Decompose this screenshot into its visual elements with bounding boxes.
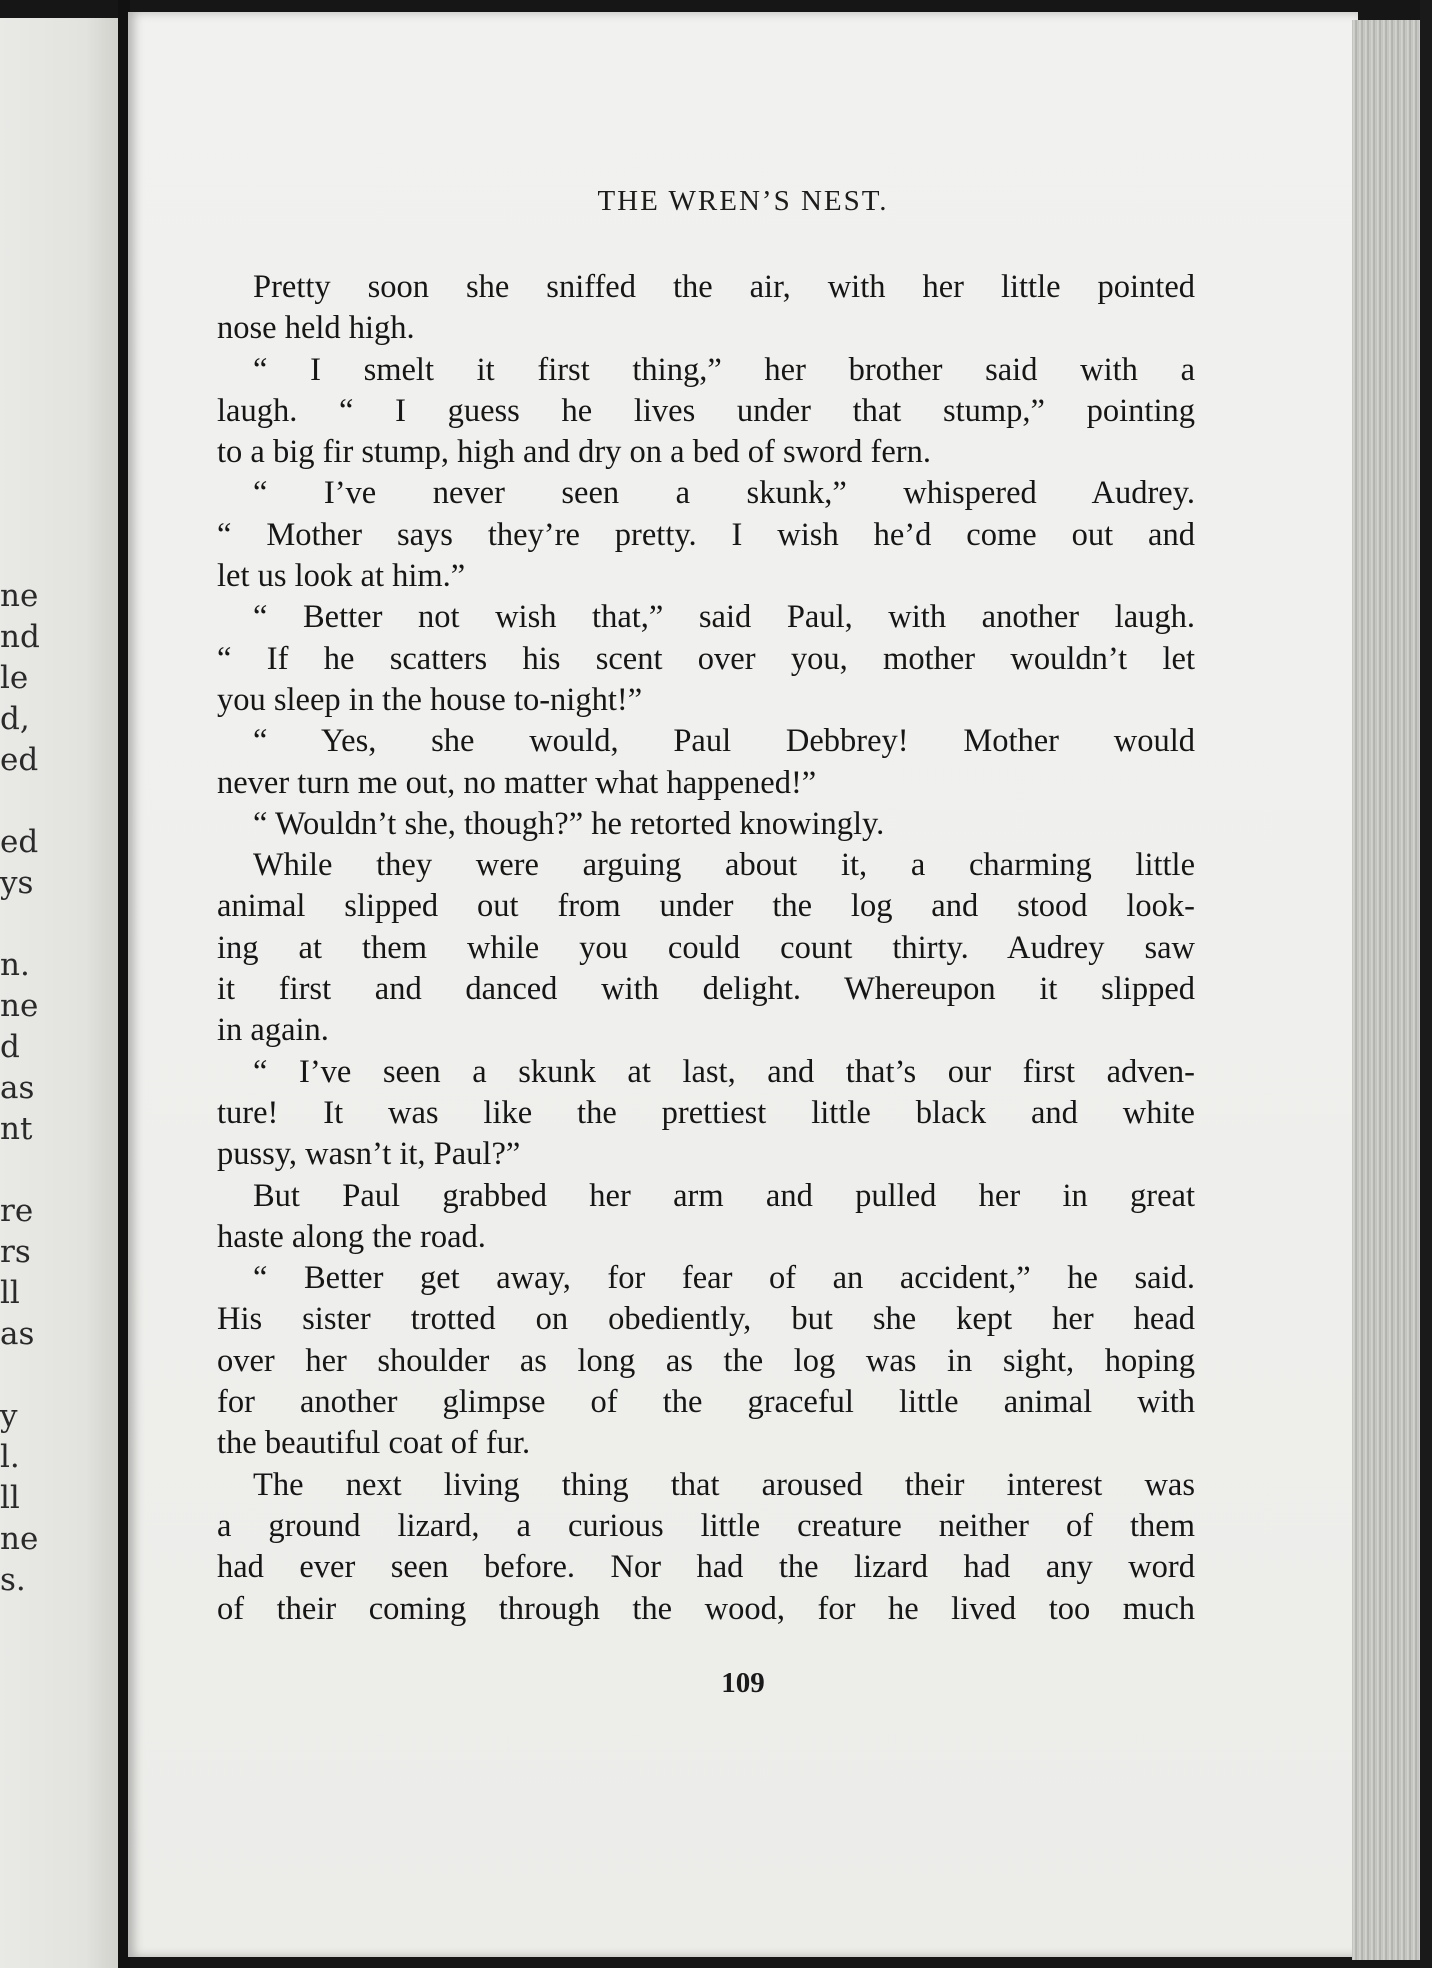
text-line: let us look at him.” <box>217 558 466 595</box>
facing-page-fragment: ll <box>0 1480 20 1516</box>
facing-page-fragment: re <box>0 1193 34 1229</box>
facing-page-text-fragments <box>0 576 60 1601</box>
running-head: THE WREN’S NEST. <box>597 185 889 217</box>
facing-page-fragment <box>0 781 60 822</box>
facing-page-fragment: s. <box>0 1562 26 1598</box>
text-line: you sleep in the house to-night!” <box>217 681 643 718</box>
text-line: the beautiful coat of fur. <box>217 1425 531 1462</box>
facing-page-fragment <box>0 1150 60 1191</box>
text-line: pussy, wasn’t it, Paul?” <box>217 1136 521 1173</box>
facing-page-fragment: as <box>0 1070 35 1106</box>
text-line: “ Yes, she would, Paul Debbrey! Mother would <box>253 723 1195 760</box>
text-line: ture! It was like the prettiest little black and white <box>217 1094 1195 1131</box>
text-line: “ Wouldn’t she, though?” he retorted knowingly. <box>253 805 885 842</box>
text-line: nose held high. <box>217 310 415 347</box>
facing-page-fragment: d <box>0 1029 20 1065</box>
facing-page-fragment: nd <box>0 619 40 655</box>
text-line: to a big fir stump, high and dry on a bed of sword fern. <box>217 434 931 471</box>
facing-page-fragment <box>0 1355 60 1396</box>
facing-page-fragment: as <box>0 1316 35 1352</box>
text-line: never turn me out, no matter what happened!” <box>217 764 817 801</box>
text-line: haste along the road. <box>217 1218 486 1255</box>
text-line: a ground lizard, a curious little creature neither of them <box>217 1507 1195 1544</box>
facing-page-fragment: n. <box>0 947 30 983</box>
facing-page-fragment: ne <box>0 578 39 614</box>
facing-page-fragment: y <box>0 1398 18 1434</box>
facing-page-fragment: ne <box>0 988 39 1024</box>
text-line: laugh. “ I guess he lives under that stump,” pointing <box>217 392 1195 429</box>
text-line: over her shoulder as long as the log was in sight, hoping <box>217 1342 1195 1379</box>
page-right <box>128 12 1358 1957</box>
text-line: “ Better not wish that,” said Paul, with another laugh. <box>253 599 1195 636</box>
text-line: His sister trotted on obediently, but she kept her head <box>217 1301 1195 1338</box>
facing-page-fragment: ys <box>0 865 34 901</box>
text-line: “ I smelt it first thing,” her brother said with a <box>253 351 1195 388</box>
facing-page-left <box>0 18 122 1968</box>
text-line: had ever seen before. Nor had the lizard had any word <box>217 1549 1195 1586</box>
body-text <box>217 267 1195 1630</box>
text-line: animal slipped out from under the log and stood look- <box>217 888 1195 925</box>
text-line: “ I’ve seen a skunk at last, and that’s our first adven- <box>253 1053 1195 1090</box>
page-edges-shadow <box>1420 0 1432 1968</box>
facing-page-fragment: ed <box>0 742 39 778</box>
text-line: “ Better get away, for fear of an accident,” he said. <box>253 1260 1195 1297</box>
text-line: Pretty soon she sniffed the air, with her little pointed <box>253 269 1195 305</box>
facing-page-fragment: nt <box>0 1111 33 1147</box>
text-line: for another glimpse of the graceful little animal with <box>217 1384 1195 1421</box>
text-line: of their coming through the wood, for he lived too much <box>217 1590 1195 1627</box>
facing-page-fragment: ed <box>0 824 39 860</box>
facing-page-fragment: l. <box>0 1439 20 1475</box>
facing-page-fragment <box>0 904 60 945</box>
text-line: ing at them while you could count thirty. Audrey saw <box>217 929 1195 966</box>
text-line: in again. <box>217 1012 329 1049</box>
page-number: 109 <box>721 1667 765 1699</box>
text-line: it first and danced with delight. Whereupon it slipped <box>217 971 1195 1008</box>
text-line: But Paul grabbed her arm and pulled her in great <box>253 1177 1195 1214</box>
facing-page-fragment: ll <box>0 1275 20 1311</box>
text-line: “ I’ve never seen a skunk,” whispered Audrey. <box>253 475 1195 512</box>
text-line: While they were arguing about it, a charming little <box>253 847 1195 884</box>
facing-page-fragment: ne <box>0 1521 39 1557</box>
text-line: “ Mother says they’re pretty. I wish he’d come out and <box>217 516 1195 553</box>
text-line: “ If he scatters his scent over you, mother wouldn’t let <box>217 640 1195 677</box>
text-line: The next living thing that aroused their interest was <box>253 1466 1195 1503</box>
facing-page-fragment: d, <box>0 701 30 737</box>
facing-page-fragment: rs <box>0 1234 31 1270</box>
facing-page-fragment: le <box>0 660 29 696</box>
